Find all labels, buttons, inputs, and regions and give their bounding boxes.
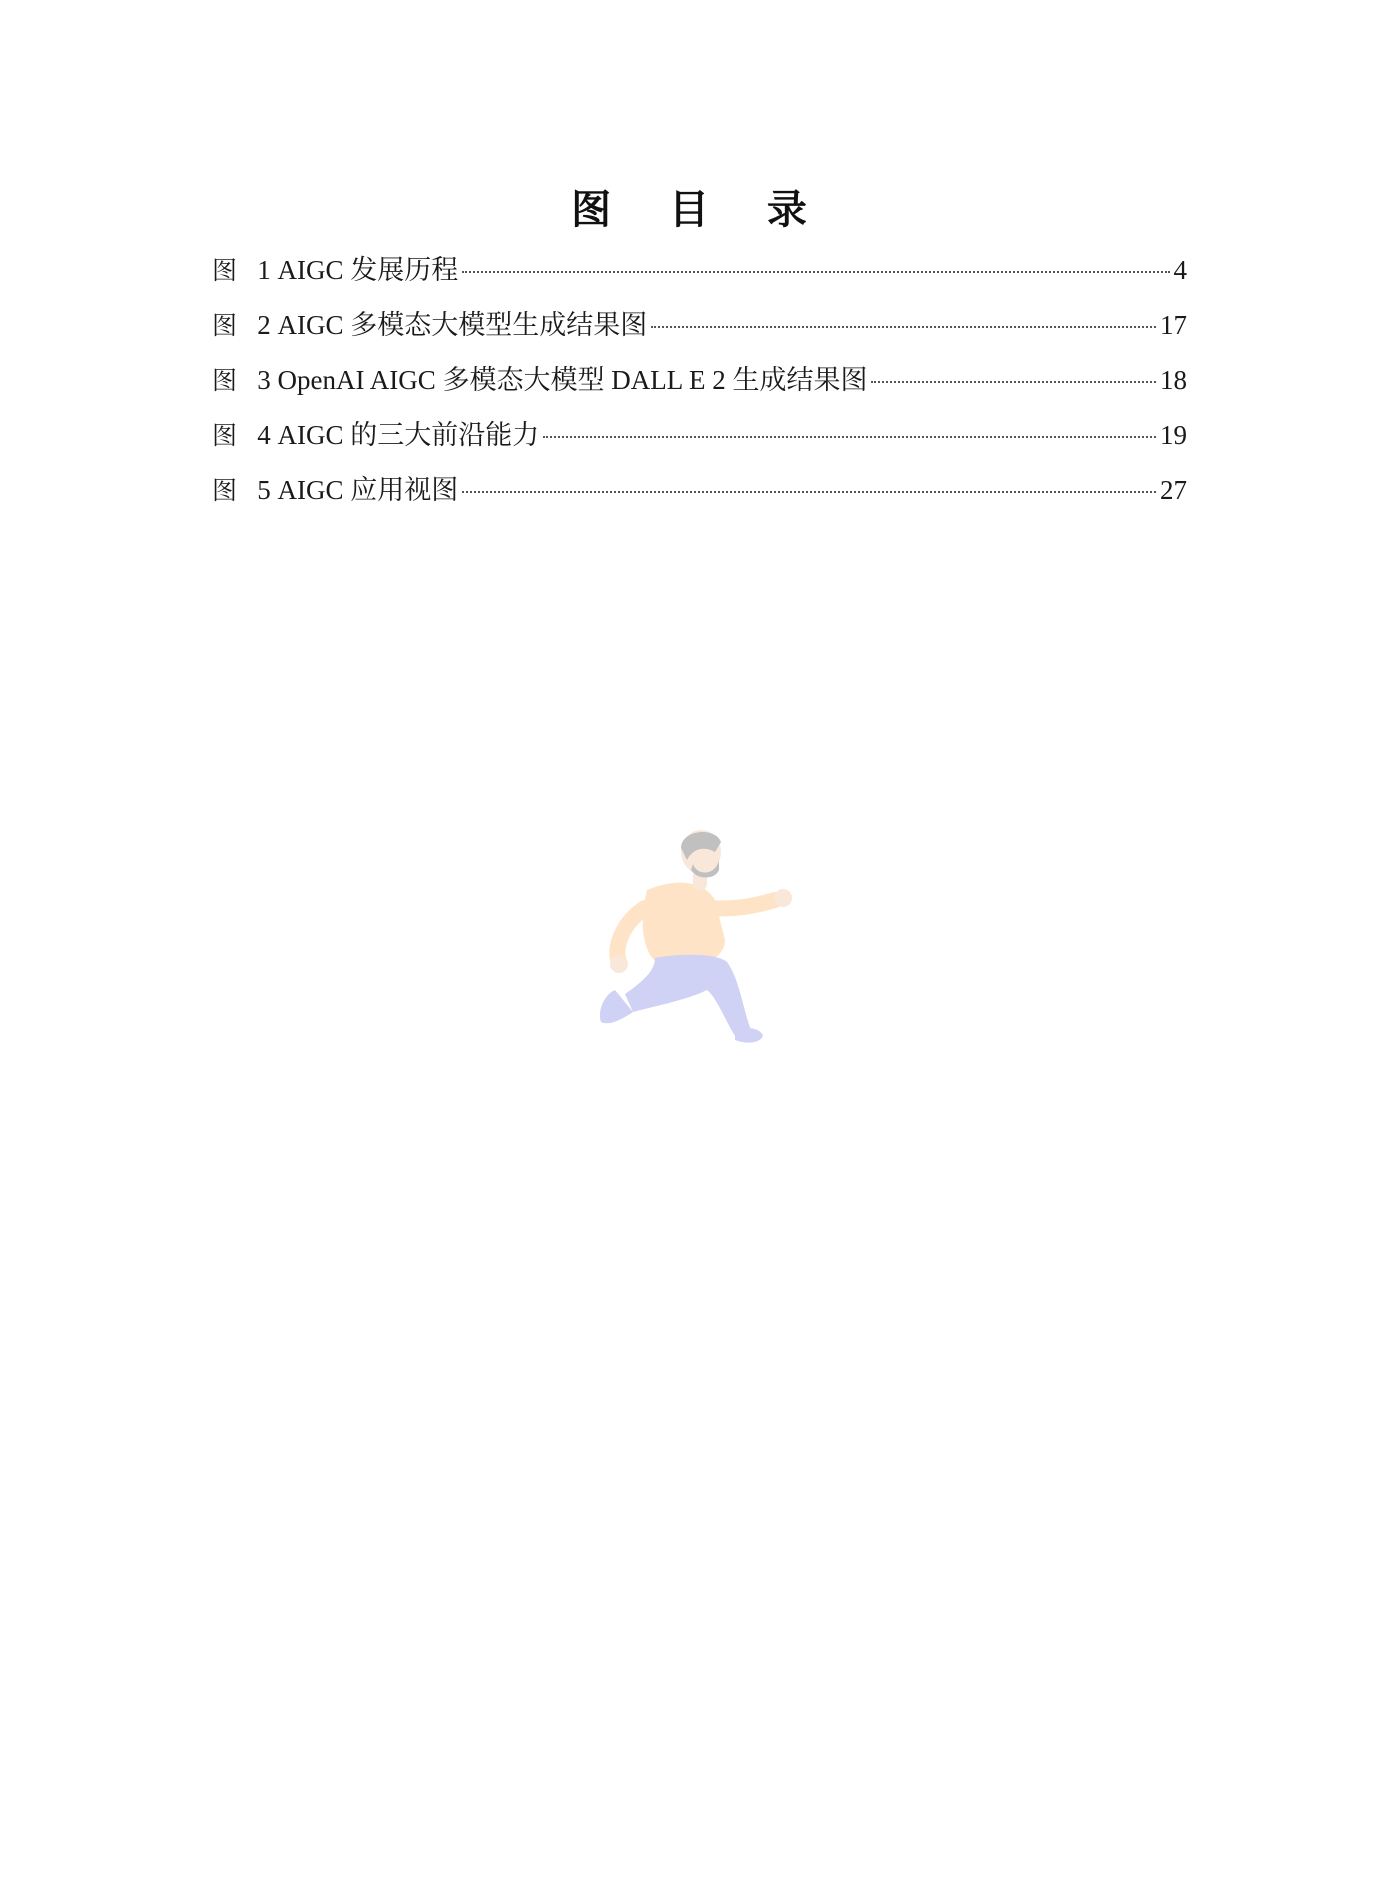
- toc-entry-prefix: 图: [212, 366, 238, 395]
- running-person-watermark-icon: [575, 830, 835, 1070]
- watermark-pants: [625, 955, 751, 1036]
- toc-entry-page: 17: [1160, 310, 1187, 340]
- toc-entry-label: [212, 360, 867, 401]
- toc-entry-label: [212, 415, 539, 456]
- toc-entry-number: 4: [257, 420, 271, 450]
- toc-entry-number: 3: [257, 365, 271, 395]
- toc-entry-page: 27: [1160, 475, 1187, 505]
- toc-entry-label: [212, 470, 458, 511]
- toc-dot-leader: [651, 326, 1156, 328]
- toc-dot-leader: [871, 381, 1156, 383]
- watermark-back-hand: [610, 955, 628, 973]
- toc-entry-page: 4: [1173, 255, 1187, 285]
- page-title: 图 目 录: [571, 187, 829, 233]
- toc-entry-number: 1: [257, 255, 271, 285]
- toc-entry-number: 2: [257, 310, 271, 340]
- toc-entry-text: AIGC 多模态大模型生成结果图: [277, 310, 648, 340]
- toc-entry-text: AIGC 应用视图: [277, 475, 459, 505]
- toc-entry-text: AIGC 发展历程: [277, 255, 459, 285]
- toc-entry-text: AIGC 的三大前沿能力: [277, 420, 540, 450]
- toc-dot-leader: [462, 491, 1156, 493]
- toc-entry-prefix: 图: [212, 311, 238, 340]
- toc-entry[interactable]: [212, 250, 1187, 305]
- toc-entry-page: 18: [1160, 365, 1187, 395]
- toc-dot-leader: [543, 436, 1156, 438]
- toc-entry-prefix: 图: [212, 476, 238, 505]
- toc-entry[interactable]: [212, 360, 1187, 415]
- toc-dot-leader: [462, 271, 1169, 273]
- watermark-back-arm: [617, 908, 645, 962]
- toc-entry[interactable]: [212, 415, 1187, 470]
- toc-entry-prefix: 图: [212, 256, 238, 285]
- watermark-front-arm: [710, 900, 775, 909]
- watermark-front-hand: [774, 889, 792, 907]
- toc-entry-label: [212, 250, 458, 291]
- watermark-front-shoe: [735, 1028, 763, 1043]
- toc-entry[interactable]: [212, 305, 1187, 360]
- figure-table-of-contents: [212, 250, 1187, 525]
- toc-entry-number: 5: [257, 475, 271, 505]
- toc-entry-page: 19: [1160, 420, 1187, 450]
- toc-entry-prefix: 图: [212, 421, 238, 450]
- toc-entry-text: OpenAI AIGC 多模态大模型 DALL E 2 生成结果图: [277, 365, 868, 395]
- toc-entry[interactable]: [212, 470, 1187, 525]
- toc-entry-label: [212, 305, 647, 346]
